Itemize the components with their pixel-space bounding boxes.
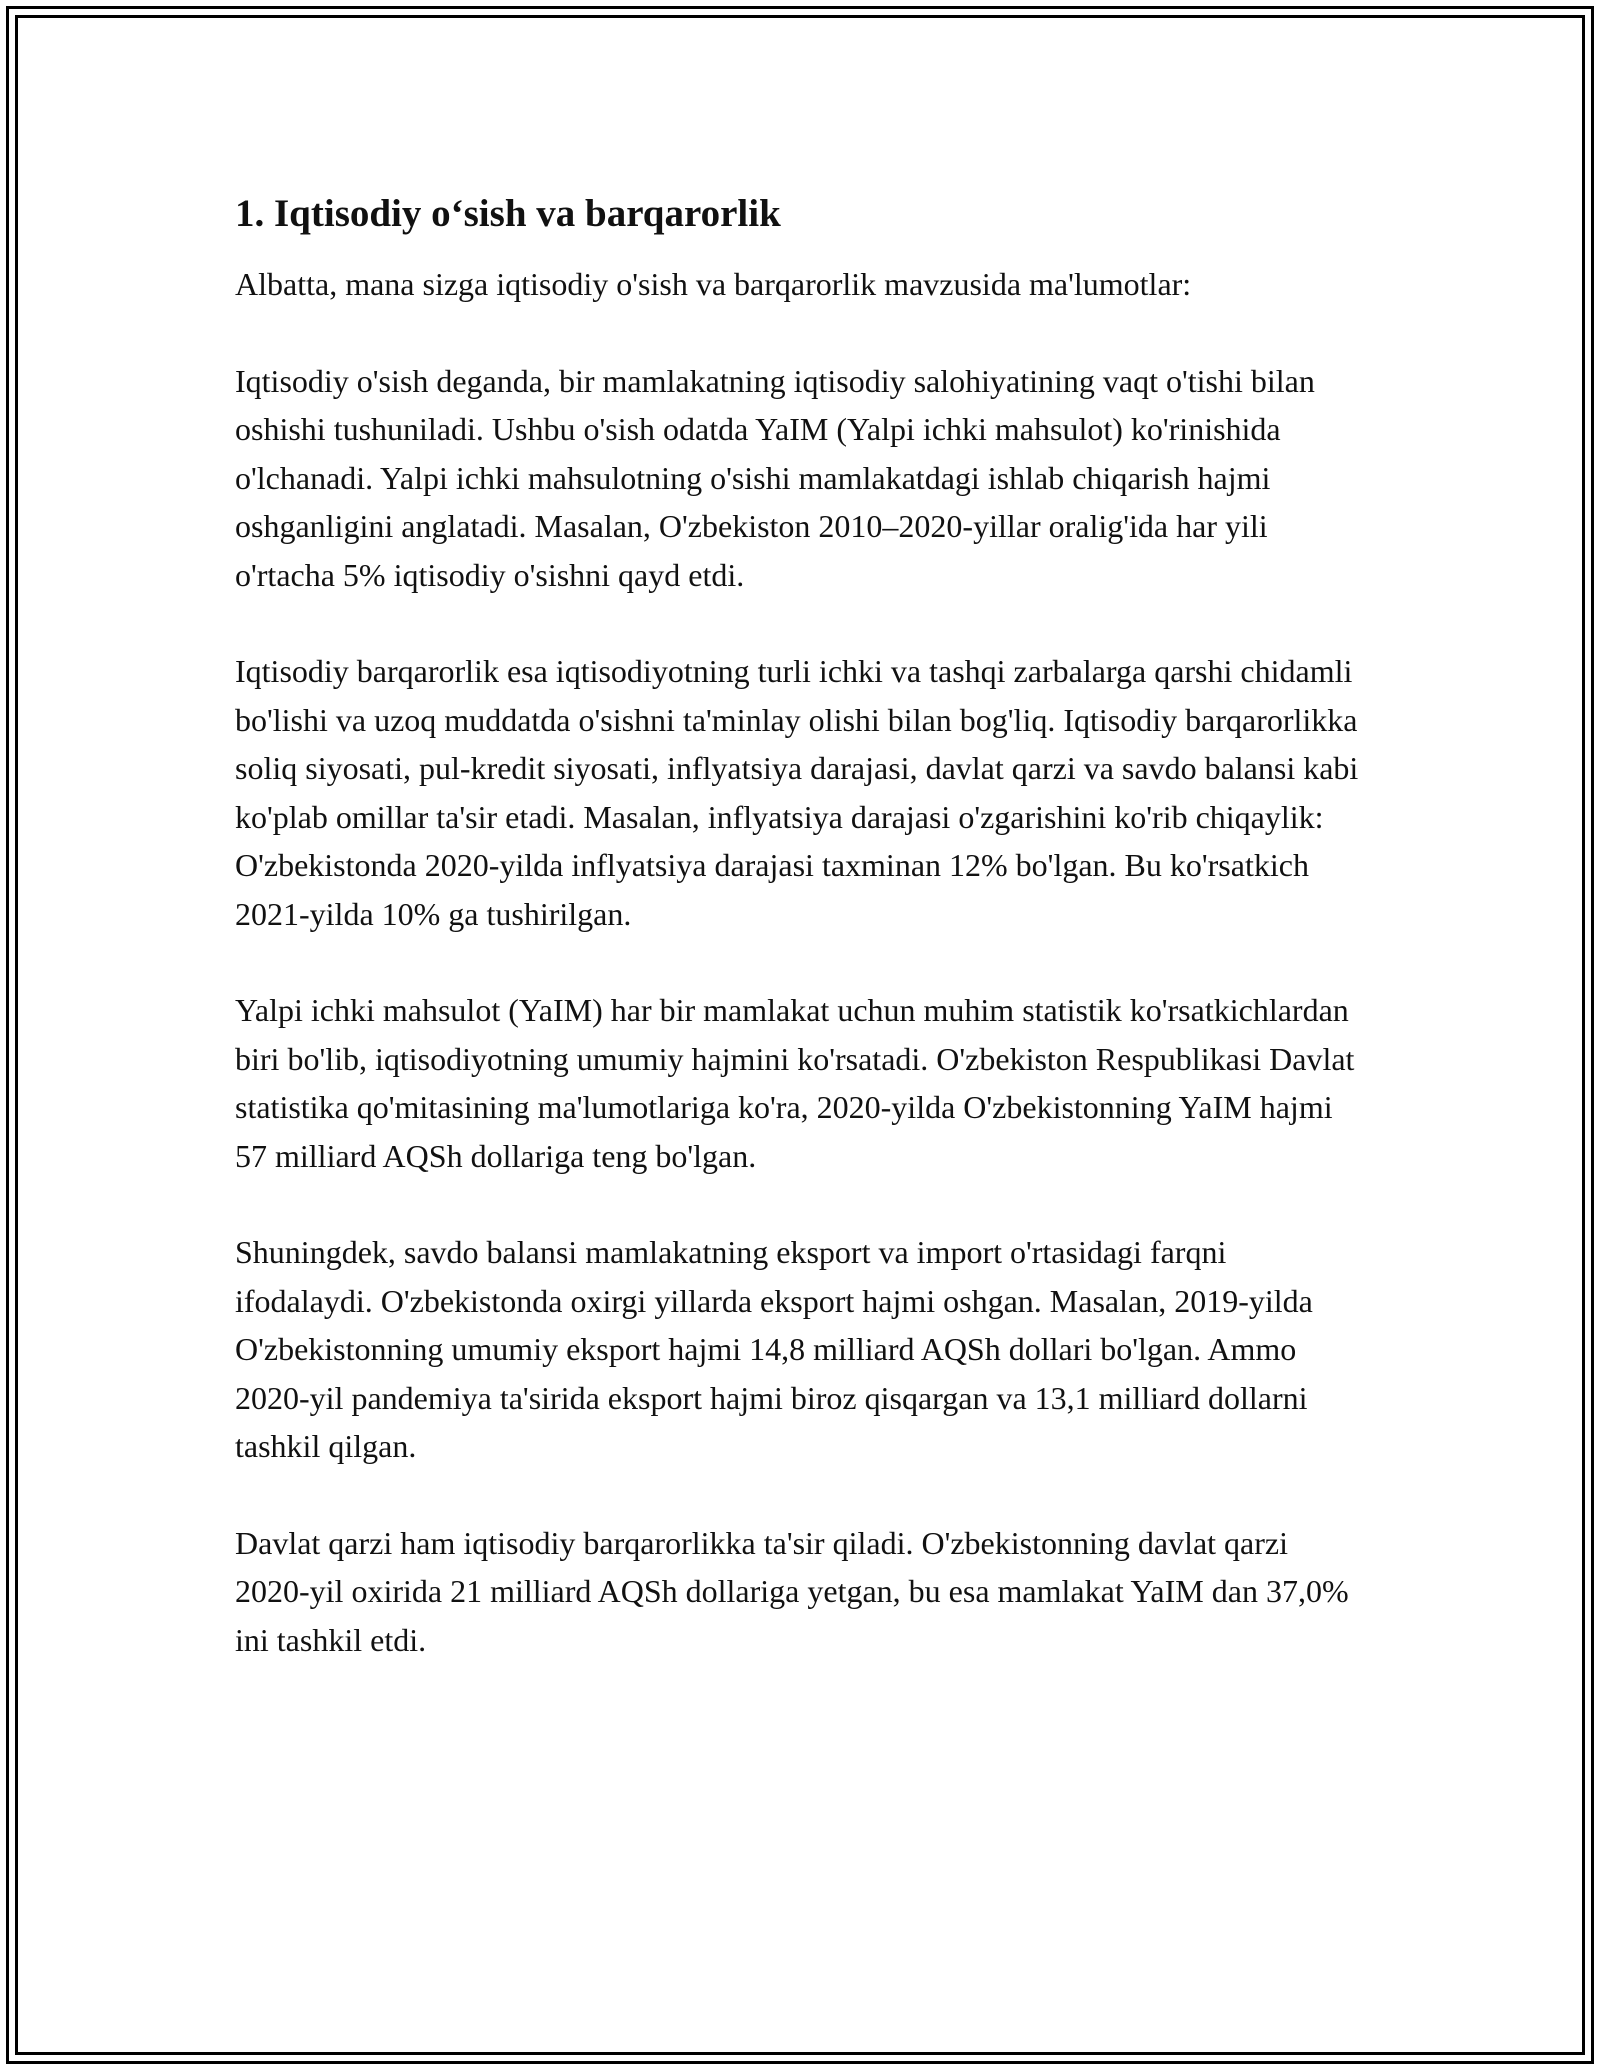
- paragraph-intro: Albatta, mana sizga iqtisodiy o'sish va barqarorlik mavzusida ma'lumotlar:: [235, 266, 1192, 302]
- document-body: [235, 188, 1370, 1712]
- paragraph-trade-balance: Shuningdek, savdo balansi mamlakatning eksport va import o'rtasidagi farqni ifodalaydi. O'zbekistonda oxirgi yillarda eksport hajmi oshgan. Masalan, 2019-yilda O'zbekistonning umumiy eksport hajmi 14,8 milliard AQSh dollari bo'lgan. Ammo 2020-yil pandemiya ta'sirida eksport hajmi biroz qisqargan va 13,1 milliard dollarni tashkil qilgan.: [235, 1234, 1313, 1464]
- paragraph-economic-growth: Iqtisodiy o'sish deganda, bir mamlakatning iqtisodiy salohiyatining vaqt o'tishi bilan oshishi tushuniladi. Ushbu o'sish odatda YaIM (Yalpi ichki mahsulot) ko'rinishida o'lchanadi. Yalpi ichki mahsulotning o'sishi mamlakatdagi ishlab chiqarish hajmi oshganligini anglatadi. Masalan, O'zbekiston 2010–2020-yillar oralig'ida har yili o'rtacha 5% iqtisodiy o'sishni qayd etdi.: [235, 362, 1315, 593]
- paragraph-public-debt: Davlat qarzi ham iqtisodiy barqarorlikka ta'sir qiladi. O'zbekistonning davlat qarzi 2020-yil oxirida 21 milliard AQSh dollariga yetgan, bu esa mamlakat YaIM dan 37,0% ini tashkil etdi.: [235, 1524, 1349, 1658]
- paragraph-gdp: Yalpi ichki mahsulot (YaIM) har bir mamlakat uchun muhim statistik ko'rsatkichlardan biri bo'lib, iqtisodiyotning umumiy hajmini ko'rsatadi. O'zbekiston Respublikasi Davlat statistika qo'mitasining ma'lumotlariga ko'ra, 2020-yilda O'zbekistonning YaIM hajmi 57 milliard AQSh dollariga teng bo'lgan.: [235, 992, 1355, 1174]
- section-heading: 1. Iqtisodiy o‘sish va barqarorlik: [235, 192, 781, 235]
- paragraph-economic-stability: Iqtisodiy barqarorlik esa iqtisodiyotning turli ichki va tashqi zarbalarga qarshi chidamli bo'lishi va uzoq muddatda o'sishni ta'minlay olishi bilan bog'liq. Iqtisodiy barqarorlikka soliq siyosati, pul-kredit siyosati, inflyatsiya darajasi, davlat qarzi va savdo balansi kabi ko'plab omillar ta'sir etadi. Masalan, inflyatsiya darajasi o'zgarishini ko'rib chiqaylik: O'zbekistonda 2020-yilda inflyatsiya darajasi taxminan 12% bo'lgan. Bu ko'rsatkich 2021-yilda 10% ga tushirilgan.: [235, 653, 1359, 932]
